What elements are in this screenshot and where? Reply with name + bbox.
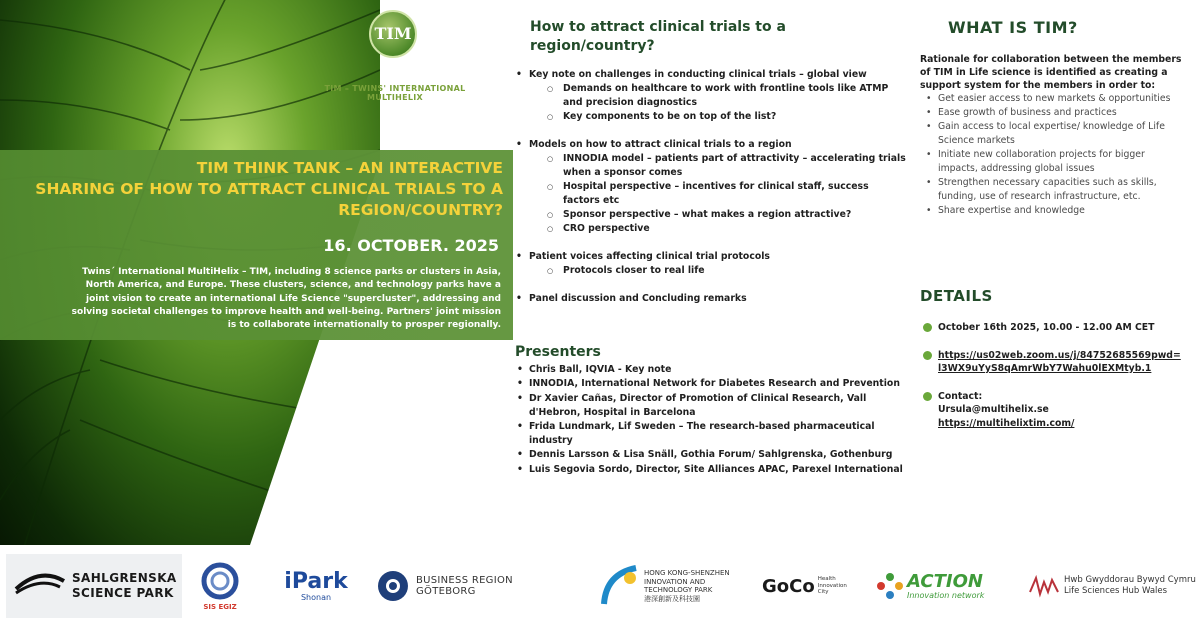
- agenda-list: [512, 68, 907, 306]
- benefit-item: • Share expertise and knowledge: [920, 204, 1182, 218]
- title-band: [0, 150, 513, 340]
- presenter-item: • Dr Xavier Cañas, Director of Promotion of Clinical Research, Vall d'Hebron, Hospital in Barcelona: [515, 392, 915, 420]
- agenda-subitem: ○ Hospital perspective – incentives for clinical staff, success factors etc: [563, 180, 907, 208]
- brg-emblem-icon: [376, 569, 410, 603]
- hk-line4: 港深創新及科技園: [644, 594, 700, 603]
- benefit-item: • Gain access to local expertise/ knowledge of Life Science markets: [920, 120, 1182, 148]
- presenter-item: • Chris Ball, IQVIA - Key note: [515, 363, 915, 377]
- tim-logo-mark: TIM: [369, 10, 417, 58]
- presenter-item: • Luis Segovia Sordo, Director, Site Alliances APAC, Parexel International: [515, 463, 915, 477]
- event-datetime: October 16th 2025, 10.00 - 12.00 AM CET: [938, 322, 1155, 333]
- life-sciences-hub-wales-logo: [1028, 545, 1198, 627]
- hk-line2: INNOVATION AND: [644, 577, 706, 586]
- benefit-item: • Strengthen necessary capacities such as skills, funding, use of research infrastructure, etc.: [920, 176, 1182, 204]
- hk-line1: HONG KONG-SHENZHEN: [644, 569, 730, 577]
- action-network-logo: [876, 545, 1016, 627]
- event-title-line2: SHARING OF HOW TO ATTRACT CLINICAL TRIALS TO A: [35, 180, 503, 198]
- action-name: ACTION: [907, 570, 983, 592]
- agenda-item: • Patient voices affecting clinical trial protocols ○ Protocols closer to real life: [512, 250, 907, 278]
- agenda-item: • Panel discussion and Concluding remarks: [512, 292, 907, 306]
- benefit-item: • Get easier access to new markets & opportunities: [920, 92, 1182, 106]
- wales-hub-line-icon: [1028, 574, 1060, 598]
- agenda-item: • Models on how to attract clinical trials to a region ○ INNODIA model – patients part of attractivity – accelerating trials when a sponsor comes ○ Hospital perspective – incentives for clinical staff, success factors etc ○ Sponsor perspective – what makes a region attractive? ○ CRO perspective: [512, 138, 907, 236]
- action-sub: Innovation network: [907, 590, 985, 600]
- ipark-sub: Shonan: [300, 592, 332, 602]
- presenters-section: [515, 345, 915, 477]
- zoom-link[interactable]: https://us02web.zoom.us/j/84752685569pwd=l3WX9uYyS8qAmrWbY7Wahu0lEXMtyb.1: [938, 349, 1181, 374]
- agenda-subitem: ○ Sponsor perspective – what makes a region attractive?: [563, 208, 907, 222]
- business-region-goteborg-logo: [376, 545, 576, 627]
- hk-shenzhen-wave-icon: [600, 564, 640, 608]
- rationale-text: Rationale for collaboration between the members of TIM in Life science is identified as creating a support system for the members in order to:: [920, 54, 1182, 91]
- details-datetime-item: [920, 321, 1182, 335]
- tim-logo-tagline: TIM – TWINS' INTERNATIONAL MULTIHELIX: [324, 84, 466, 102]
- goco-sub2: Innovation: [817, 582, 847, 589]
- details-contact-item: [920, 390, 1182, 431]
- ipark-name: iPark: [284, 568, 348, 594]
- ipark-logo: [276, 545, 356, 627]
- tim-description: Twins´ International MultiHelix – TIM, including 8 science parks or clusters in Asia, North America, and Europe. These clusters, science, and technology parks have a joint vision to create an international Life Science "supercluster", addressing and solving societal challenges to improve health and well-being. Partners' joint mission is to collaborate internationally to prosper regionally.: [71, 267, 501, 331]
- sahlgrenska-name: SAHLGRENSKA: [72, 571, 177, 585]
- wales-line2: Life Sciences Hub Wales: [1064, 586, 1168, 596]
- goco-sub3: City: [817, 589, 829, 596]
- goco-logo: [762, 545, 862, 627]
- benefit-item: • Initiate new collaboration projects for bigger impacts, addressing global issues: [920, 148, 1182, 176]
- presenter-item: • Dennis Larsson & Lisa Snäll, Gothia Forum/ Sahlgrenska, Gothenburg: [515, 448, 915, 462]
- agenda-subitem: ○ INNODIA model – patients part of attractivity – accelerating trials when a sponsor comes: [563, 152, 907, 180]
- agenda-heading: How to attract clinical trials to a region/country?: [530, 19, 786, 54]
- bullet-dot-icon: [923, 392, 932, 401]
- action-flower-icon: [876, 572, 904, 600]
- brg-name: BUSINESS REGION GÖTEBORG: [415, 575, 513, 597]
- agenda-section: [512, 18, 907, 306]
- what-is-tim-section: [920, 18, 1182, 218]
- sis-egiz-logo: [196, 545, 244, 627]
- sis-egiz-name: SIS EGIZ: [203, 603, 237, 611]
- hk-line3: TECHNOLOGY PARK: [644, 586, 713, 594]
- wales-line1: Hwb Gwyddorau Bywyd Cymru: [1064, 575, 1196, 585]
- event-title-line3: REGION/COUNTRY?: [338, 201, 503, 219]
- goco-sub1: Health: [817, 576, 836, 583]
- goco-name: GoCo: [762, 575, 815, 597]
- what-is-tim-heading: WHAT IS TIM?: [948, 18, 1078, 37]
- bullet-dot-icon: [923, 351, 932, 360]
- details-zoom-item: [920, 349, 1182, 376]
- benefits-list: [920, 92, 1182, 218]
- contact-label: Contact:: [938, 390, 983, 402]
- agenda-subitem: ○ CRO perspective: [563, 222, 907, 236]
- website-link[interactable]: https://multihelixtim.com/: [938, 417, 1075, 429]
- presenter-item: • INNODIA, International Network for Diabetes Research and Prevention: [515, 377, 915, 391]
- sis-egiz-ring-icon: [200, 561, 240, 601]
- agenda-subitem: ○ Protocols closer to real life: [563, 264, 907, 278]
- agenda-item: • Key note on challenges in conducting clinical trials – global view ○ Demands on healthcare to work with frontline tools like ATMP and precision diagnostics ○ Key components to be on top of the list?: [512, 68, 907, 124]
- bullet-dot-icon: [923, 323, 932, 332]
- details-heading: DETAILS: [920, 287, 993, 305]
- event-title: [33, 158, 503, 221]
- presenters-heading: Presenters: [515, 344, 601, 360]
- benefit-item: • Ease growth of business and practices: [920, 106, 1182, 120]
- presenter-item: • Frida Lundmark, Lif Sweden – The research-based pharmaceutical industry: [515, 420, 915, 448]
- partner-logo-bar: [0, 545, 1200, 627]
- sahlgrenska-swoosh-icon: [14, 571, 66, 601]
- sahlgrenska-logo: [6, 554, 182, 618]
- sahlgrenska-sub: SCIENCE PARK: [72, 586, 174, 600]
- event-date: 16. OCTOBER. 2025: [323, 236, 499, 255]
- tim-logo: [300, 10, 490, 102]
- agenda-subitem: ○ Demands on healthcare to work with frontline tools like ATMP and precision diagnostics: [563, 82, 907, 110]
- hk-shenzhen-park-logo: [600, 545, 750, 627]
- details-section: [920, 287, 1182, 444]
- agenda-subitem: ○ Key components to be on top of the list?: [563, 110, 907, 124]
- contact-email: Ursula@multihelix.se: [938, 404, 1049, 415]
- event-title-line1: TIM THINK TANK – AN INTERACTIVE: [196, 159, 503, 177]
